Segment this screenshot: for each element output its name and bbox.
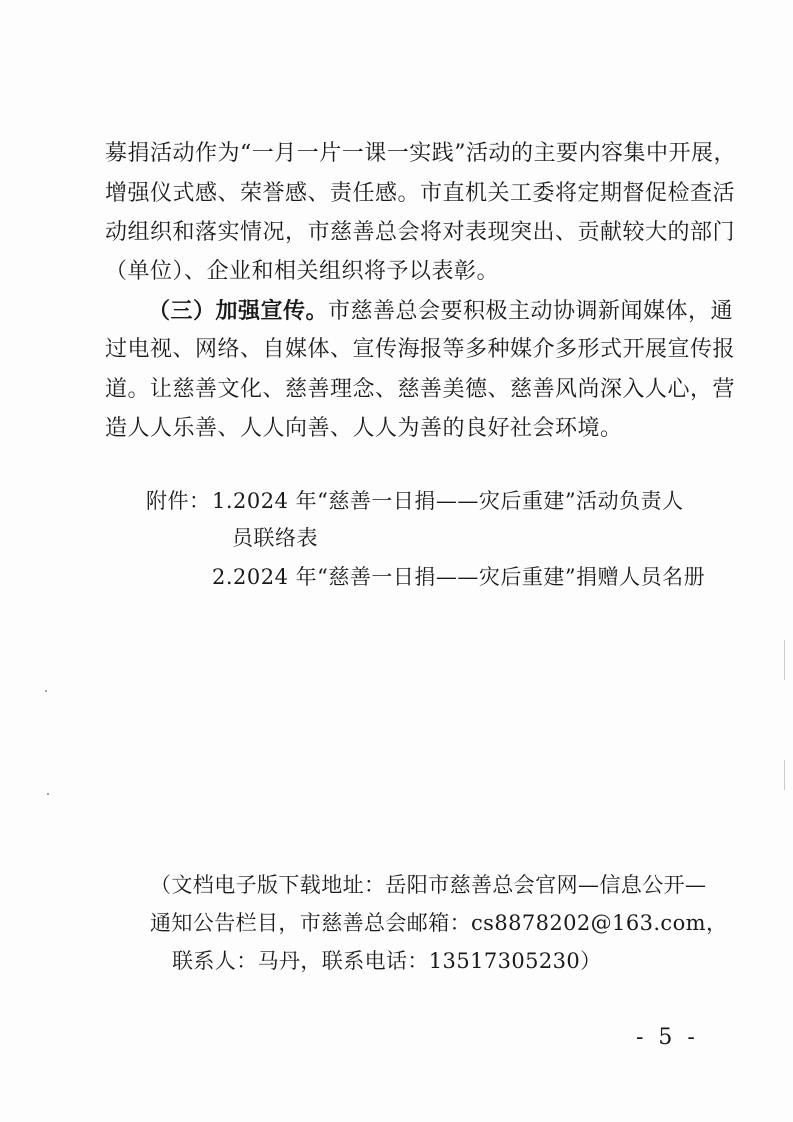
- attachment-label: 附件：: [146, 489, 211, 513]
- body-line: 过电视、网络、自媒体、宣传海报等多种媒介多形式开展宣传报: [105, 337, 736, 362]
- body-text: 市慈善总会要积极主动协调新闻媒体，通: [328, 299, 734, 324]
- body-line: 募捐活动作为“一月一片一课一实践”活动的主要内容集中开展，: [105, 141, 736, 166]
- section-heading-line: [148, 295, 734, 328]
- footer-note-line: 通知公告栏目，市慈善总会邮箱：cs8878202@163.com，: [150, 911, 728, 935]
- footer-note-line: （文档电子版下载地址：岳阳市慈善总会官网—信息公开—: [150, 873, 707, 897]
- body-line: 道。让慈善文化、慈善理念、慈善美德、慈善风尚深入人心，营: [105, 377, 736, 402]
- body-line: 动组织和落实情况，市慈善总会将对表现突出、贡献较大的部门: [105, 220, 736, 245]
- footer-note-line: 联系人：马丹，联系电话：13517305230）: [172, 949, 602, 973]
- body-line: 造人人乐善、人人向善、人人为善的良好社会环境。: [105, 416, 623, 441]
- attachment-item-1-cont: 员联络表: [232, 526, 318, 550]
- scan-edge-mark: [784, 640, 785, 680]
- scan-speck: [45, 690, 47, 692]
- body-line: （单位）、企业和相关组织将予以表彰。: [105, 259, 500, 284]
- attachment-item-2: 2.2024 年“慈善一日捐——灾后重建”捐赠人员名册: [212, 565, 706, 589]
- attachment-item-1: 1.2024 年“慈善一日捐——灾后重建”活动负责人: [212, 489, 684, 513]
- scan-speck: [47, 793, 49, 795]
- body-line: 增强仪式感、荣誉感、责任感。市直机关工委将定期督促检查活: [105, 181, 736, 206]
- page-number: - 5 -: [636, 1025, 699, 1050]
- scan-edge-mark: [784, 760, 785, 790]
- section-heading: （三）加强宣传。: [148, 298, 329, 324]
